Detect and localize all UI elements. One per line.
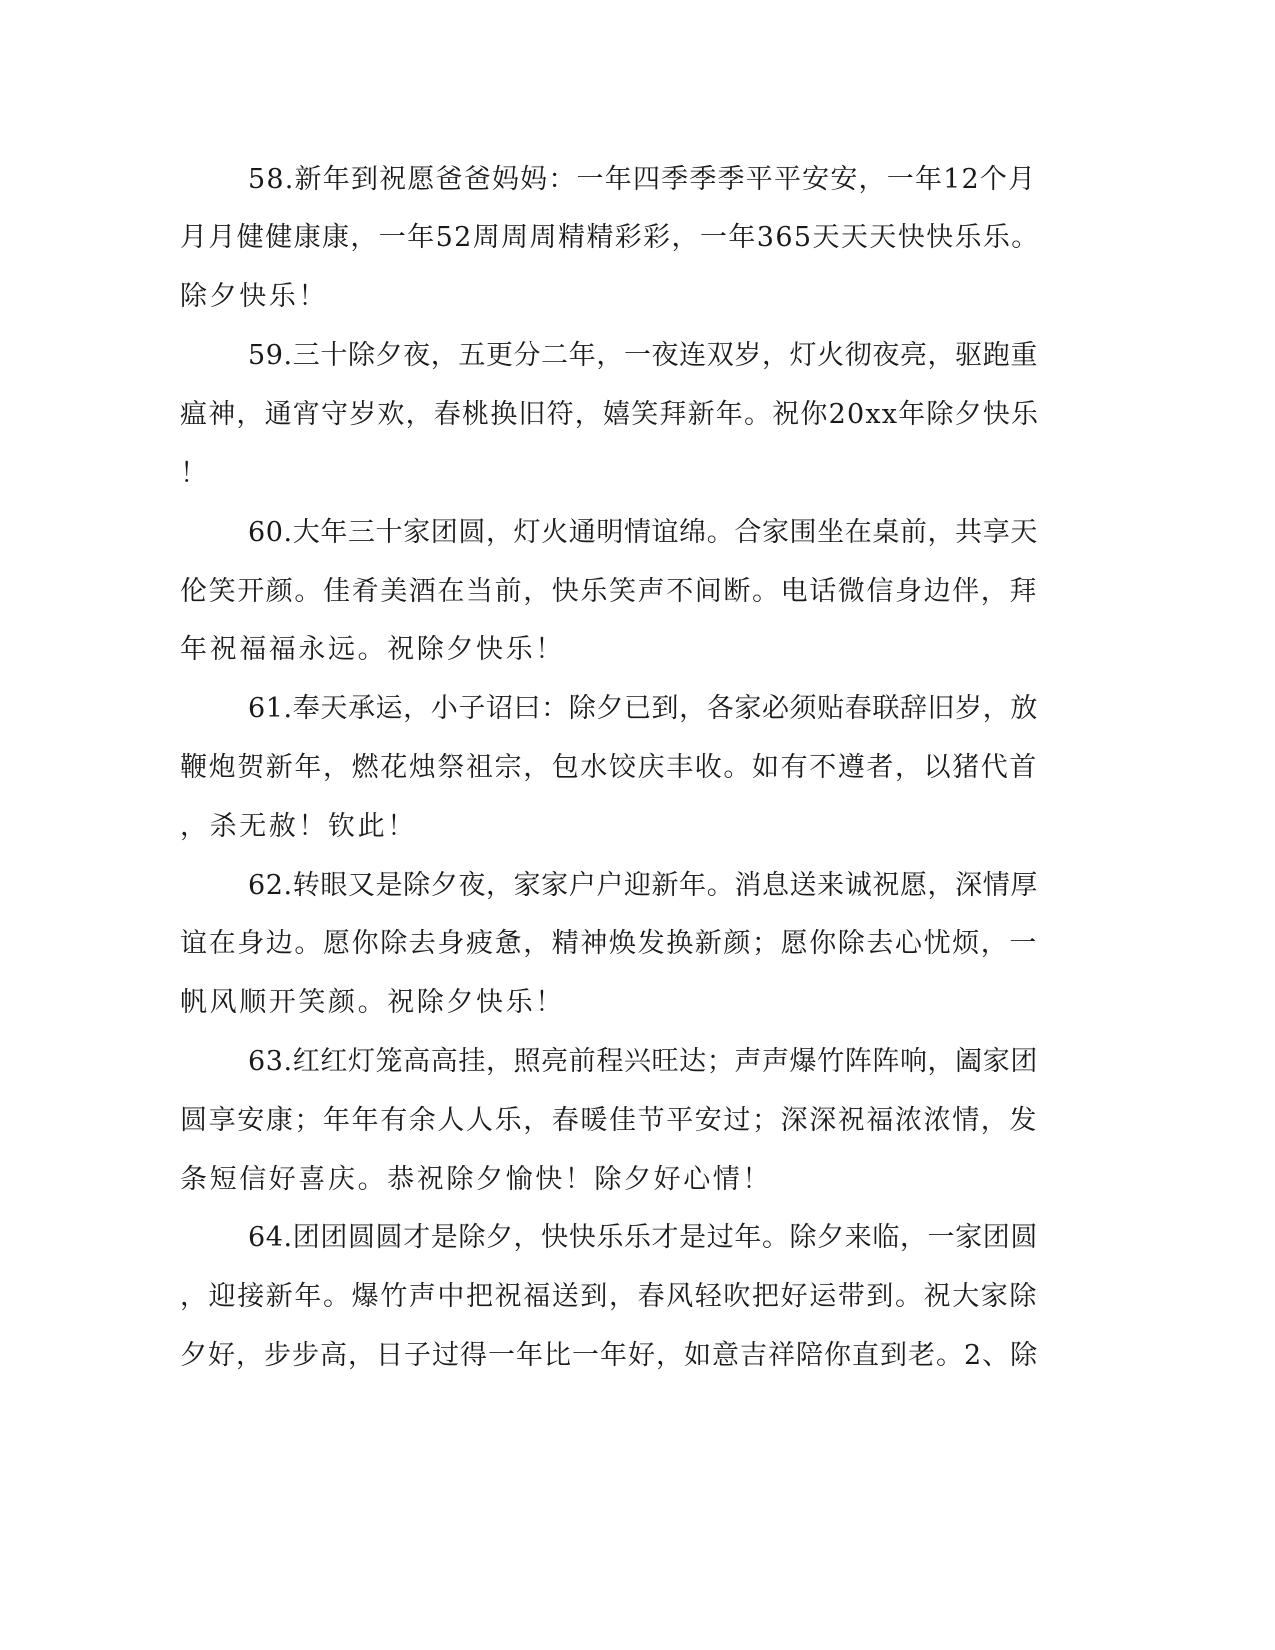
text-line: 鞭炮贺新年，燃花烛祭祖宗，包水饺庆丰收。如有不遵者，以猪代首 [180,752,1038,783]
text-line: 62.转眼又是除夕夜，家家户户迎新年。消息送来诚祝愿，深情厚 [248,870,1038,901]
text-line: 59.三十除夕夜，五更分二年，一夜连双岁，灯火彻夜亮，驱跑重 [248,340,1038,371]
text-line: ，杀无赦！钦此！ [180,811,417,842]
text-line: 帆风顺开笑颜。祝除夕快乐！ [180,987,565,1018]
text-line: 60.大年三十家团圆，灯火通明情谊绵。合家围坐在桌前，共享天 [248,517,1038,548]
text-line: 夕好，步步高，日子过得一年比一年好，如意吉祥陪你直到老。2、除 [180,1340,1039,1371]
text-line: 64.团团圆圆才是除夕，快快乐乐才是过年。除夕来临，一家团圆 [248,1222,1038,1253]
text-line: 年祝福福永远。祝除夕快乐！ [180,634,565,665]
text-line: 月月健健康康，一年52周周周精精彩彩，一年365天天天快快乐乐。 [180,222,1040,253]
text-line: 条短信好喜庆。恭祝除夕愉快！除夕好心情！ [180,1164,772,1195]
text-line: 伦笑开颜。佳肴美酒在当前，快乐笑声不间断。电话微信身边伴，拜 [180,576,1038,607]
text-line: ，迎接新年。爆竹声中把祝福送到，春风轻吹把好运带到。祝大家除 [180,1281,1038,1312]
text-line: 61.奉天承运，小子诏曰：除夕已到，各家必须贴春联辞旧岁，放 [248,693,1038,724]
text-line: 58.新年到祝愿爸爸妈妈：一年四季季季平平安安，一年12个月 [248,164,1037,195]
text-line: 除夕快乐！ [180,281,328,312]
text-line: ！ [180,458,210,489]
text-line: 瘟神，通宵守岁欢，春桃换旧符，嬉笑拜新年。祝你20xx年除夕快乐 [180,399,1040,430]
text-line: 圆享安康；年年有余人人乐，春暖佳节平安过；深深祝福浓浓情，发 [180,1105,1038,1136]
text-line: 谊在身边。愿你除去身疲惫，精神焕发换新颜；愿你除去心忧烦，一 [180,928,1038,959]
text-line: 63.红红灯笼高高挂，照亮前程兴旺达；声声爆竹阵阵响，阖家团 [248,1046,1038,1077]
